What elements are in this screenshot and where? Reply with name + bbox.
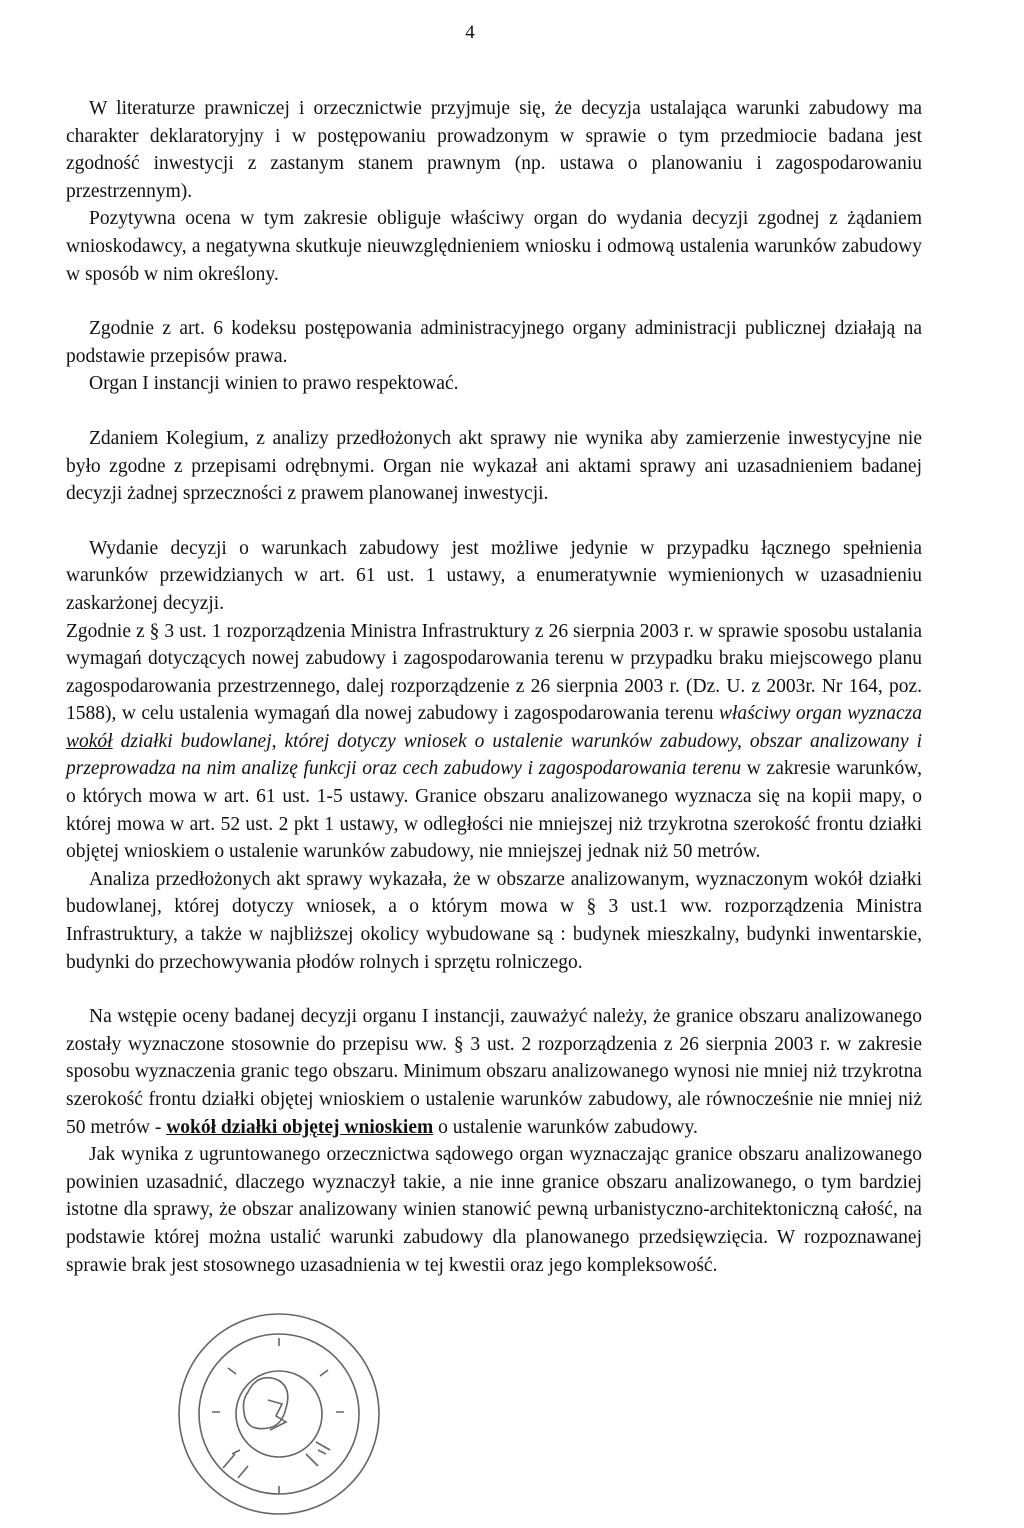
- regulation-italic-2: działki budowlanej, której dotyczy wniosek o ustalenie warunków zabudowy, obszar analizowany i przeprowadza na nim analizę funkcji oraz cech zabudowy i zagospodarowania terenu: [66, 730, 922, 780]
- stamp-ink: [179, 1314, 379, 1514]
- paragraph-conditions: Wydanie decyzji o warunkach zabudowy jest możliwe jedynie w przypadku łącznego spełnienia warunków przewidzianych w art. 61 ust. 1 ustawy, a enumeratywnie wymienionych w uzasadnieniu zaskarżonej decyzji.: [66, 537, 922, 614]
- official-round-stamp: [168, 1308, 390, 1520]
- paragraph-introduction: [66, 1003, 922, 1141]
- paragraph-kpa-art6: Zgodnie z art. 6 kodeksu postępowania administracyjnego organy administracji publicznej działają na podstawie przepisów prawa.: [66, 318, 922, 367]
- paragraph-kolegium-opinion: Zdaniem Kolegium, z analizy przedłożonych akt sprawy nie wynika aby zamierzenie inwestycyjne nie było zgodne z przepisami odrębnymi. Organ nie wykazał ani aktami sprawy ani uzasadnieniem badanej decyzji żadnej sprzeczności z prawem planowanej inwestycji.: [66, 427, 922, 505]
- paragraph-literature: W literaturze prawniczej i orzecznictwie przyjmuje się, że decyzja ustalająca warunki zabudowy ma charakter deklaratoryjny i w postępowaniu prowadzonym w sprawie o tym przedmiocie badana jest zgodność inwestycji z zastanym stanem prawnym (np. ustawa o planowaniu i zagospodarowaniu przestrzennym).: [66, 98, 922, 202]
- introduction-bold-underlined: wokół działki objętej wnioskiem: [166, 1116, 434, 1138]
- paragraph-organ-respect: Organ I instancji winien to prawo respektować.: [89, 373, 459, 395]
- paragraph-jurisprudence: Jak wynika z ugruntowanego orzecznictwa sądowego organ wyznaczając granice obszaru analizowanego powinien uzasadnić, dlaczego wyznaczył takie, a nie inne granice obszaru analizowanego, o tym bardziej istotne dla sprawy, że obszar analizowany winien stanowić pewną urbanistyczno-architektoniczną całość, na podstawie której można ustalić warunki zabudowy dla planowanego przedsięwzięcia. W rozpoznawanej sprawie brak jest stosownego uzasadnienia w tej kwestii oraz jego kompleksowość.: [66, 1144, 922, 1276]
- paragraph-analysis: Analiza przedłożonych akt sprawy wykazała, że w obszarze analizowanym, wyznaczonym wokół działki budowlanej, której dotyczy wniosek, a o którym mowa w § 3 ust.1 ww. rozporządzenia Ministra Infrastruktury, a także w najbliższej okolicy wybudowane są : budynek mieszkalny, budynki inwentarskie, budynki do przechowywania płodów rolnych i sprzętu rolniczego.: [66, 868, 922, 973]
- paragraph-positive-assessment: Pozytywna ocena w tym zakresie obliguje właściwy organ do wydania decyzji zgodnej z żądaniem wnioskodawcy, a negatywna skutkuje nieuwzględnieniem wniosku i odmową ustalenia warunków zabudowy w sposób w nim określony.: [66, 208, 922, 285]
- regulation-italic-1: właściwy organ wyznacza: [718, 703, 922, 725]
- page-number: 4: [465, 22, 475, 43]
- regulation-italic-underlined: wokół: [66, 730, 113, 752]
- document-body: [66, 95, 922, 1279]
- paragraph-regulation: [66, 618, 922, 866]
- regulation-text-2: w zakresie warunków, o których mowa w art. 61 ust. 1-5 ustawy. Granice obszaru analizowanego wyznacza się na kopii mapy, o której mowa w art. 52 ust. 2 pkt 1 ustawy, w odległości nie mniejszej niż trzykrotna szerokość frontu działki objętej wnioskiem o ustalenie warunków zabudowy, nie mniejszej jednak niż 50 metrów.: [66, 758, 922, 863]
- introduction-text-1: Na wstępie oceny badanej decyzji organu I instancji, zauważyć należy, że granice obszaru analizowanego zostały wyznaczone stosownie do przepisu ww. § 3 ust. 2 rozporządzenia z 26 sierpnia 2003 r. w zakresie sposobu wyznaczenia granic tego obszaru. Minimum obszaru analizowanego wynosi nie mniej niż trzykrotna szerokość frontu działki objętej wnioskiem o ustalenie warunków zabudowy, ale równocześnie nie mniej niż 50 metrów -: [66, 1006, 922, 1138]
- regulation-text-1: Zgodnie z § 3 ust. 1 rozporządzenia Ministra Infrastruktury z 26 sierpnia 2003 r. w sprawie sposobu ustalania wymagań dotyczących nowej zabudowy i zagospodarowania terenu w przypadku braku miejscowego planu zagospodarowania przestrzennego, dalej rozporządzenie z 26 sierpnia 2003 r. (Dz. U. z 2003r. Nr 164, poz. 1588), w celu ustalenia wymagań dla nowej zabudowy i zagospodarowania terenu: [66, 620, 922, 725]
- introduction-text-2: o ustalenie warunków zabudowy.: [433, 1116, 698, 1138]
